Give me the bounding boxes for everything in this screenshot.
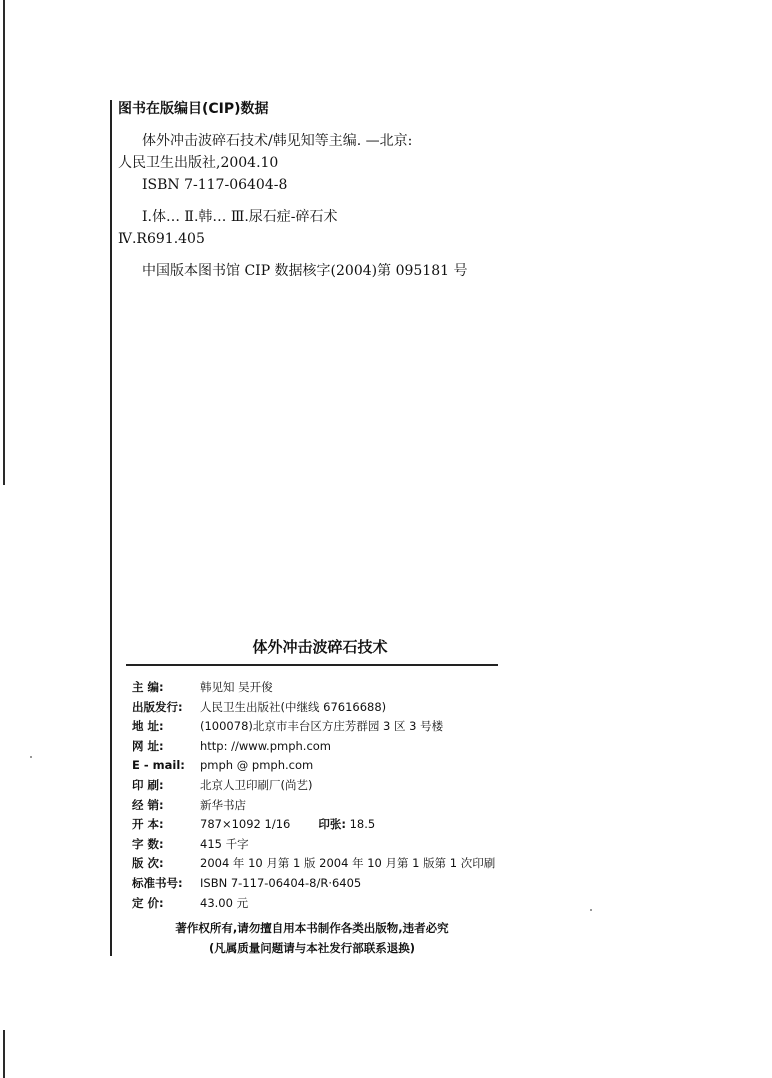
info-value-text: ISBN 7-117-06404-8/R·6405 xyxy=(200,875,362,890)
cip-heading: 图书在版编目(CIP)数据 xyxy=(118,101,269,117)
info-value xyxy=(200,717,512,737)
info-value xyxy=(200,776,512,796)
info-label: 开 本: xyxy=(132,817,164,832)
info-row xyxy=(132,835,512,855)
info-label: 字 数: xyxy=(132,836,164,851)
info-label: 地 址: xyxy=(132,719,164,734)
info-value xyxy=(200,874,512,894)
cip-line-title: 体外冲击波碎石技术/韩见知等主编. —北京: xyxy=(142,133,413,149)
info-label: 定 价: xyxy=(132,895,164,910)
info-extra-label: 印张: xyxy=(318,817,346,832)
info-extra-value: 18.5 xyxy=(349,817,376,832)
info-value-text: 新华书店 xyxy=(200,797,246,812)
info-label: 网 址: xyxy=(132,738,164,753)
info-row xyxy=(132,698,512,718)
info-value xyxy=(200,815,512,835)
info-row xyxy=(132,874,512,894)
info-value xyxy=(200,737,512,757)
cip-block xyxy=(118,98,538,282)
info-value-text: 2004 年 10 月第 1 版 2004 年 10 月第 1 版第 1 次印刷 xyxy=(200,856,496,871)
scan-speck xyxy=(30,756,32,758)
scan-speck xyxy=(590,909,592,911)
info-value-text: 人民卫生出版社(中继线 67616688) xyxy=(200,699,387,714)
cip-line-subjects: Ⅰ.体… Ⅱ.韩… Ⅲ.尿石症-碎石术 xyxy=(142,209,338,225)
info-row xyxy=(132,894,512,914)
info-row xyxy=(132,737,512,757)
copyright-notice xyxy=(132,918,492,958)
info-value-text: 415 千字 xyxy=(200,836,249,851)
info-row xyxy=(132,717,512,737)
info-label: 主 编: xyxy=(132,680,164,694)
title-rule xyxy=(126,664,498,666)
info-value xyxy=(200,796,512,816)
info-row xyxy=(132,815,512,835)
info-row xyxy=(132,796,512,816)
info-label: E - mail: xyxy=(132,758,185,773)
book-title: 体外冲击波碎石技术 xyxy=(252,638,388,656)
info-value-text: 43.00 元 xyxy=(200,895,249,910)
info-value xyxy=(200,854,512,874)
info-value-text: 787×1092 1/16 xyxy=(200,817,291,832)
copyright-line: 著作权所有,请勿擅自用本书制作各类出版物,违者必究 xyxy=(175,921,449,935)
info-value xyxy=(200,756,512,776)
info-row xyxy=(132,756,512,776)
info-value xyxy=(200,835,512,855)
publication-info xyxy=(132,678,512,913)
info-value-text: pmph @ pmph.com xyxy=(200,758,314,773)
info-value-text: (100078)北京市丰台区方庄芳群园 3 区 3 号楼 xyxy=(200,719,444,734)
info-label: 印 刷: xyxy=(132,777,164,792)
page-edge-line xyxy=(3,0,5,485)
info-label: 经 销: xyxy=(132,797,164,812)
info-label: 标准书号: xyxy=(132,875,183,890)
info-value xyxy=(200,678,512,698)
info-row xyxy=(132,854,512,874)
returns-line: (凡属质量问题请与本社发行部联系退换) xyxy=(208,941,415,955)
info-extra xyxy=(318,817,375,831)
page-edge-line-bottom xyxy=(3,1030,5,1078)
info-value xyxy=(200,698,512,718)
cip-line-record-number: 中国版本图书馆 CIP 数据核字(2004)第 095181 号 xyxy=(142,263,468,279)
vertical-margin-rule xyxy=(110,100,112,956)
info-row xyxy=(132,678,512,698)
cip-line-isbn: ISBN 7-117-06404-8 xyxy=(142,177,288,193)
info-value-text: http: //www.pmph.com xyxy=(200,738,332,753)
info-label: 版 次: xyxy=(132,856,164,871)
info-value xyxy=(200,894,512,914)
cip-line-publisher: 人民卫生出版社,2004.10 xyxy=(118,155,279,171)
info-label: 出版发行: xyxy=(132,699,183,714)
info-value-text: 北京人卫印刷厂(尚艺) xyxy=(200,777,313,792)
info-row xyxy=(132,776,512,796)
cip-line-classification: Ⅳ.R691.405 xyxy=(118,231,205,247)
info-value-text: 韩见知 吴开俊 xyxy=(200,680,273,694)
